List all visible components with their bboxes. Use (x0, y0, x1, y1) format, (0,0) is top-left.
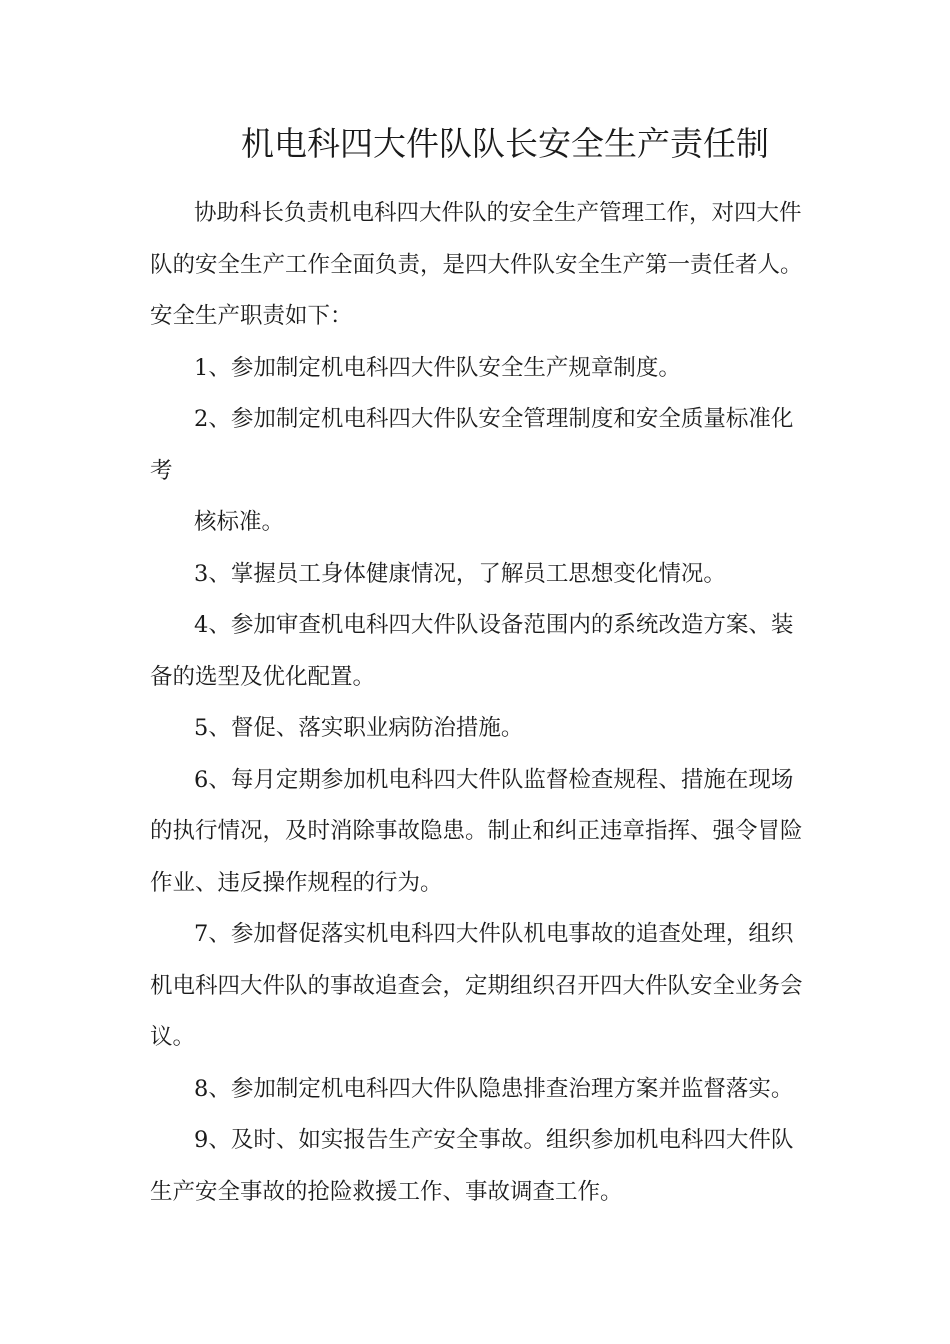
text-line: 的执行情况，及时消除事故隐患。制止和纠正违章指挥、强令冒险 (150, 818, 803, 844)
text-line: 机电科四大件队的事故追查会，定期组织召开四大件队安全业务会 (150, 972, 803, 999)
text-line: 9、及时、如实报告生产安全事故。组织参加机电科四大件队 (194, 1127, 794, 1153)
text-line: 4、参加审查机电科四大件队设备范围内的系统改造方案、装 (194, 612, 794, 638)
text-line: 6、每月定期参加机电科四大件队监督检查规程、措施在现场 (194, 766, 794, 793)
text-line: 考 (150, 457, 173, 484)
text-line: 队的安全生产工作全面负责，是四大件队安全生产第一责任者人。 (150, 251, 803, 278)
text-line: 备的选型及优化配置。 (150, 663, 376, 690)
text-line: 1、参加制定机电科四大件队安全生产规章制度。 (194, 354, 681, 381)
document-title: 机电科四大件队队长安全生产责任制 (241, 124, 769, 163)
text-line: 安全生产职责如下： (150, 303, 353, 329)
text-line: 作业、违反操作规程的行为。 (150, 869, 443, 896)
text-line: 2、参加制定机电科四大件队安全管理制度和安全质量标准化 (194, 406, 794, 432)
text-line: 8、参加制定机电科四大件队隐患排查治理方案并监督落实。 (194, 1075, 794, 1102)
text-line: 议。 (150, 1024, 196, 1050)
text-line: 7、参加督促落实机电科四大件队机电事故的追查处理，组织 (194, 921, 794, 947)
document-body (150, 188, 803, 1218)
text-line: 5、督促、落实职业病防治措施。 (194, 715, 524, 741)
text-line: 核标准。 (194, 509, 285, 535)
text-line: 协助科长负责机电科四大件队的安全生产管理工作，对四大件 (194, 200, 802, 226)
text-line: 生产安全事故的抢险救援工作、事故调查工作。 (150, 1178, 623, 1205)
text-line: 3、掌握员工身体健康情况，了解员工思想变化情况。 (194, 560, 726, 587)
